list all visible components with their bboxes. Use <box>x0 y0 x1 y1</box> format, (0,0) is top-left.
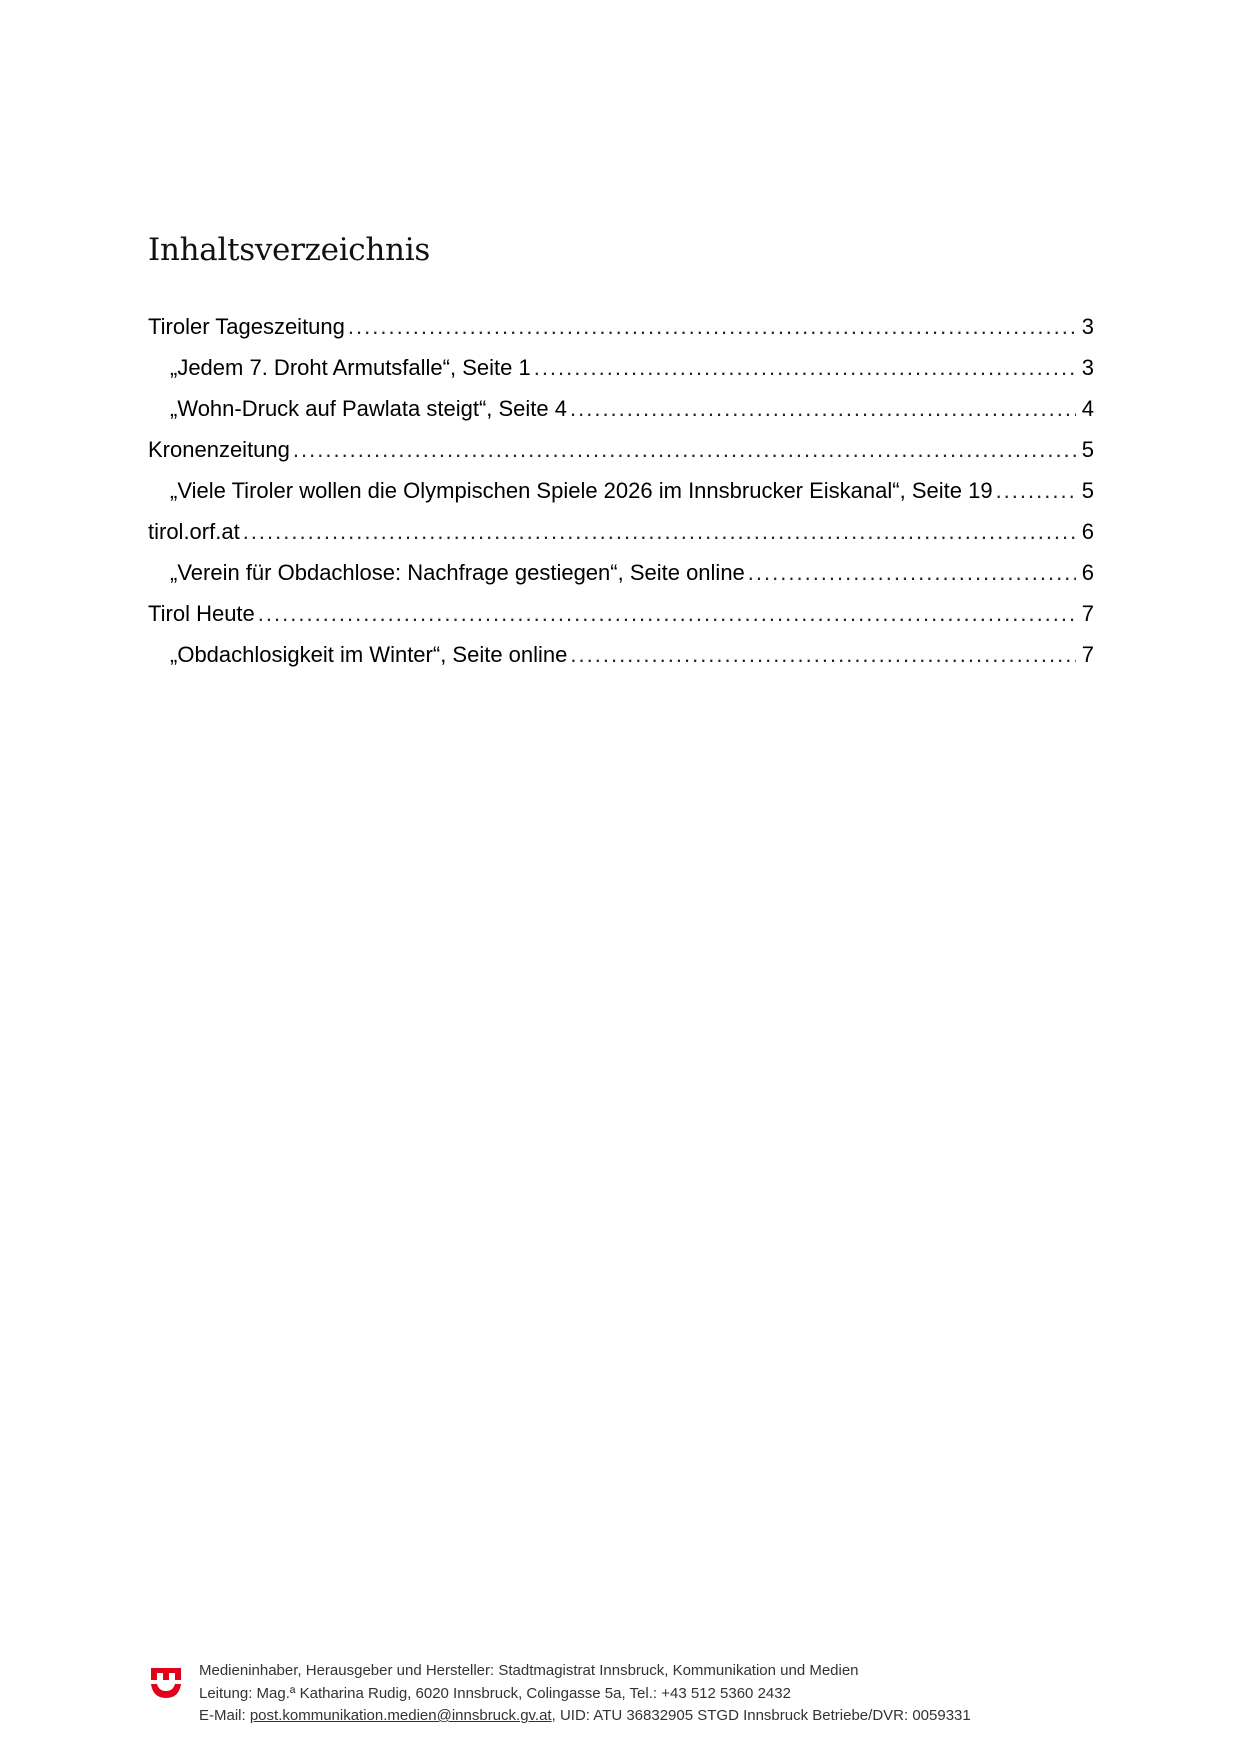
toc-entry[interactable] <box>148 347 1094 388</box>
toc-entry-page[interactable]: 4 <box>1081 396 1094 421</box>
toc-entry-title[interactable]: Kronenzeitung <box>148 437 290 462</box>
page-footer <box>148 1660 1108 1730</box>
toc-entry[interactable] <box>148 593 1094 634</box>
toc-entry-title[interactable]: „Viele Tiroler wollen die Olympischen Spiele 2026 im Innsbrucker Eiskanal“, Seite 19 <box>170 478 993 503</box>
toc-entry-title[interactable]: „Verein für Obdachlose: Nachfrage gestiegen“, Seite online <box>170 560 745 585</box>
toc-entry-page[interactable]: 3 <box>1081 355 1094 380</box>
toc-entry[interactable] <box>148 511 1094 552</box>
email-label: E-Mail: <box>199 1707 250 1724</box>
toc-entry-title[interactable]: Tirol Heute <box>148 601 255 626</box>
uid-dvr-text: , UID: ATU 36832905 STGD Innsbruck Betriebe/DVR: 0059331 <box>551 1707 971 1724</box>
footer-imprint-line: Leitung: Mag.ª Katharina Rudig, 6020 Innsbruck, Colingasse 5a, Tel.: +43 512 5360 2432 <box>199 1684 791 1702</box>
footer-imprint <box>199 1660 971 1728</box>
innsbruck-city-logo-icon <box>150 1664 182 1698</box>
toc-dot-leader <box>534 347 1076 388</box>
toc-entry-page[interactable]: 7 <box>1081 642 1094 667</box>
email-link[interactable]: post.kommunikation.medien@innsbruck.gv.at <box>249 1707 552 1724</box>
toc-entry-page[interactable]: 5 <box>1081 437 1094 462</box>
toc-list <box>148 306 1094 675</box>
footer-imprint-line: Medieninhaber, Herausgeber und Hersteller: Stadtmagistrat Innsbruck, Kommunikation und Medien <box>199 1662 859 1679</box>
toc-heading: Inhaltsverzeichnis <box>148 232 430 268</box>
toc-dot-leader <box>243 511 1076 552</box>
toc-dot-leader <box>570 634 1076 675</box>
toc-entry-page[interactable]: 6 <box>1081 560 1094 585</box>
toc-entry[interactable] <box>148 388 1094 429</box>
footer-imprint-line <box>199 1705 971 1728</box>
toc-entry-title[interactable]: „Jedem 7. Droht Armutsfalle“, Seite 1 <box>170 355 531 380</box>
toc-dot-leader <box>996 470 1076 511</box>
toc-entry[interactable] <box>148 634 1094 675</box>
toc-entry-title[interactable]: tirol.orf.at <box>148 519 240 544</box>
toc-entry[interactable] <box>148 306 1094 347</box>
toc-entry-title[interactable]: „Wohn-Druck auf Pawlata steigt“, Seite 4 <box>170 396 567 421</box>
toc-entry-title[interactable]: Tiroler Tageszeitung <box>148 314 345 339</box>
toc-dot-leader <box>348 306 1076 347</box>
toc-entry-page[interactable]: 7 <box>1081 601 1094 626</box>
toc-entry-page[interactable]: 3 <box>1081 314 1094 339</box>
toc-dot-leader <box>258 593 1076 634</box>
toc-entry-page[interactable]: 6 <box>1081 519 1094 544</box>
toc-entry-title[interactable]: „Obdachlosigkeit im Winter“, Seite online <box>170 642 568 667</box>
toc-entry-page[interactable]: 5 <box>1081 478 1094 503</box>
toc-dot-leader <box>293 429 1076 470</box>
toc-entry[interactable] <box>148 470 1094 511</box>
toc-dot-leader <box>748 552 1076 593</box>
toc-entry[interactable] <box>148 429 1094 470</box>
toc-entry[interactable] <box>148 552 1094 593</box>
toc-dot-leader <box>570 388 1076 429</box>
